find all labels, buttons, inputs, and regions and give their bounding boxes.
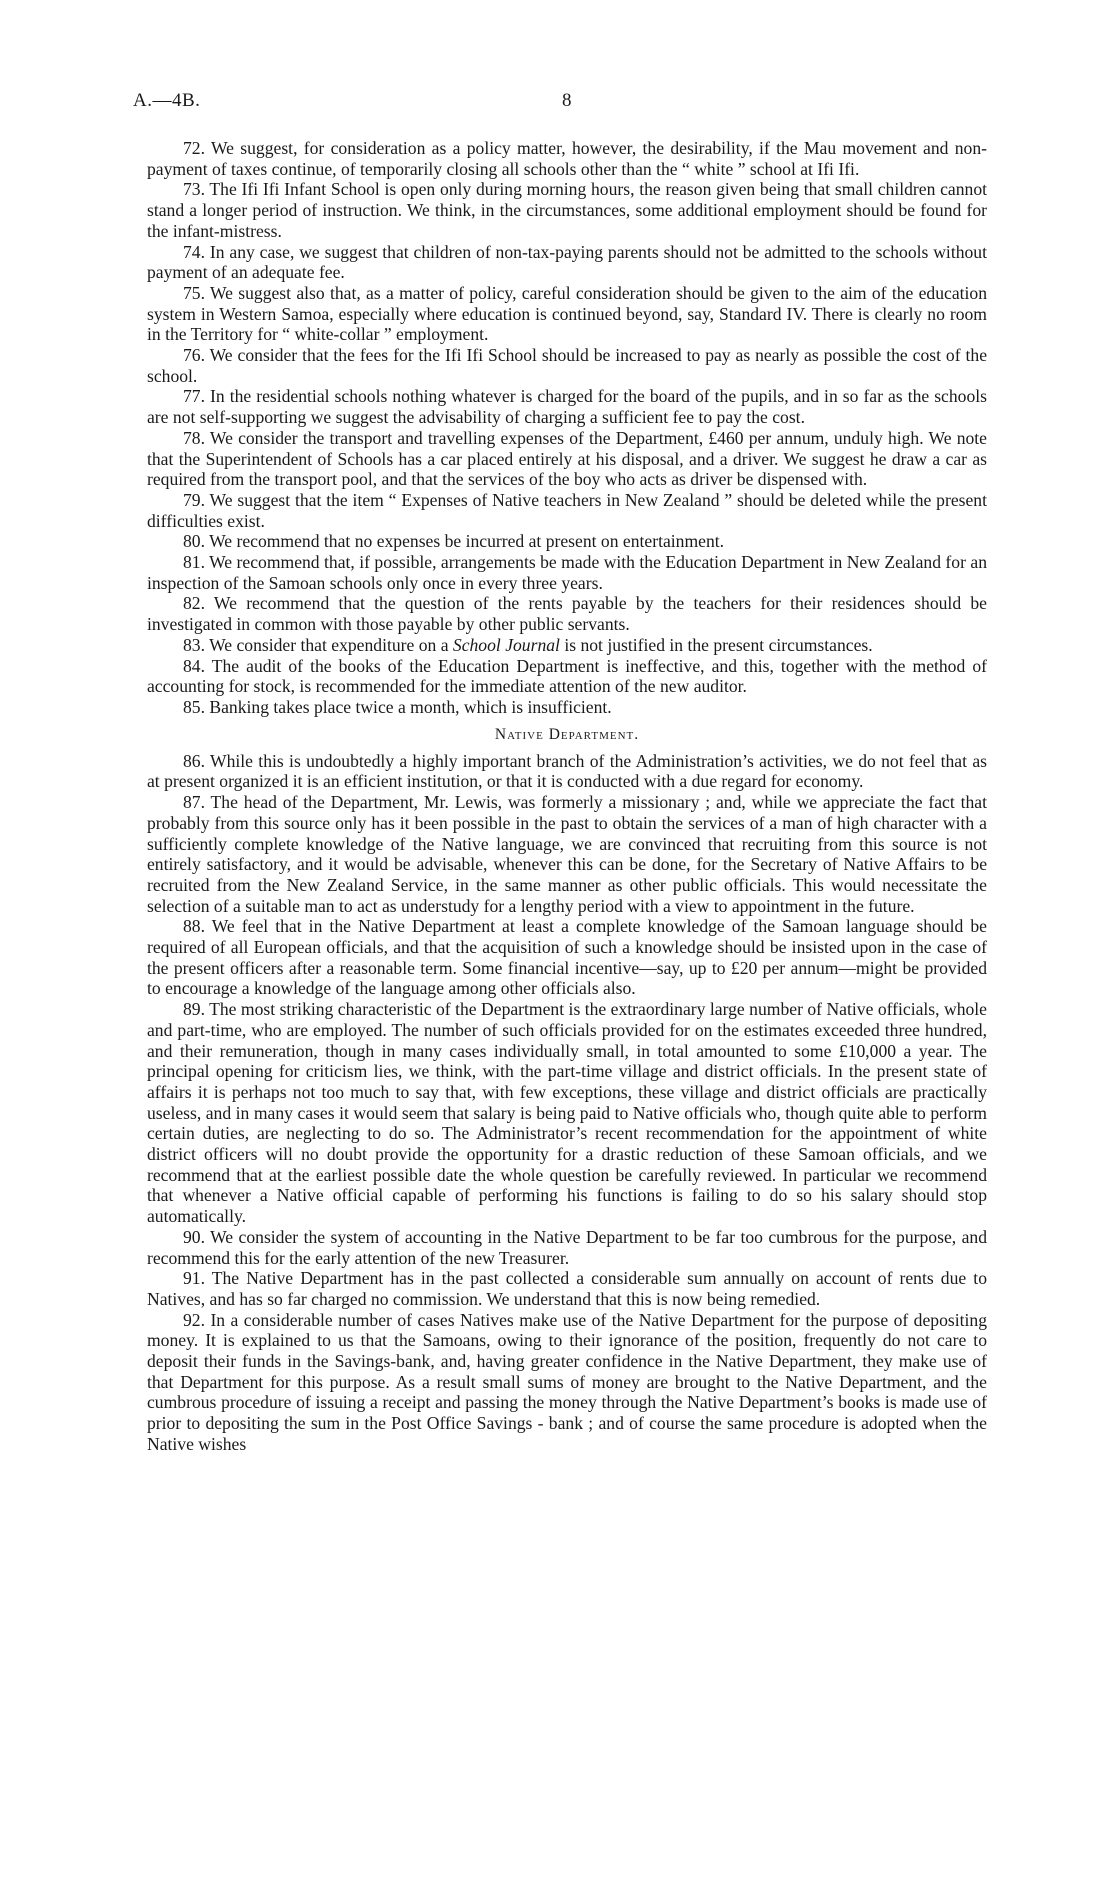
paragraph-76: 76. We consider that the fees for the Ifi Ifi School should be increased to pay as nearly as possible the cost of the school. — [147, 345, 987, 386]
paragraph-83 — [147, 635, 987, 656]
section-heading: Native Department. — [494, 725, 640, 743]
paragraph-82: 82. We recommend that the question of the rents payable by the teachers for their residences should be investigated in common with those payable by other public servants. — [147, 593, 987, 635]
paragraph-78: 78. We consider the transport and travelling expenses of the Department, £460 per annum, unduly high. We note that the Superintendent of Schools has a car placed entirely at his disposal, and a driver. We suggest he draw a car as required from the transport pool, and that the services of the boy who acts as driver be dispensed with. — [147, 427, 987, 490]
paragraph-86: 86. While this is undoubtedly a highly important branch of the Administration’s activities, we do not feel that as at present organized it is an efficient institution, or that it is conducted with a due regard for economy. — [147, 750, 987, 792]
paragraph-83-text-end: is not justified in the present circumstances. — [559, 634, 873, 655]
publication-title: School Journal — [452, 634, 560, 655]
paragraph-87: 87. The head of the Department, Mr. Lewis, was formerly a missionary ; and, while we appreciate the fact that probably from this source only has it been possible in the past to obtain the services of a man of high character with a sufficiently complete knowledge of the Native language, we are convinced that recruiting from this source is not entirely satisfactory, and it would be advisable, whenever this can be done, for the Secretary of Native Affairs to be recruited from the New Zealand Service, in the same manner as other public officials. This would necessitate the selection of a suitable man to act as understudy for a lengthy period with a view to appointment in the future. — [147, 792, 987, 916]
document-reference: A.—4B. — [133, 90, 201, 111]
paragraph-77: 77. In the residential schools nothing whatever is charged for the board of the pupils, and in so far as the schools are not self-supporting we suggest the advisability of charging a sufficient fee to pay the cost. — [147, 386, 987, 428]
document-page — [133, 90, 987, 1455]
paragraph-74: 74. In any case, we suggest that children of non-tax-paying parents should not be admitted to the schools without payment of an adequate fee. — [147, 241, 987, 283]
paragraph-72: 72. We suggest, for consideration as a policy matter, however, the desirability, if the Mau movement and non-payment of taxes continue, of temporarily closing all schools other than the “ white ” school at Ifi Ifi. — [147, 138, 987, 179]
paragraph-80: 80. We recommend that no expenses be incurred at present on entertainment. — [183, 531, 725, 552]
paragraph-75: 75. We suggest also that, as a matter of policy, careful consideration should be given to the aim of the education system in Western Samoa, especially where education is continued beyond, say, Standard IV. There is clearly no room in the Territory for “ white-collar ” employment. — [147, 282, 987, 345]
paragraph-84: 84. The audit of the books of the Education Department is ineffective, and this, together with the method of accounting for stock, is recommended for the immediate attention of the new auditor. — [147, 655, 987, 697]
paragraph-85: 85. Banking takes place twice a month, which is insufficient. — [183, 696, 612, 717]
paragraph-81: 81. We recommend that, if possible, arrangements be made with the Education Department in New Zealand for an inspection of the Samoan schools only once in every three years. — [147, 552, 987, 593]
paragraph-92: 92. In a considerable number of cases Natives make use of the Native Department for the purpose of depositing money. It is explained to us that the Samoans, owing to their ignorance of the position, frequently do not care to deposit their funds in the Savings-bank, and, having greater confidence in the Native Department, they make use of that Department for this purpose. As a result small sums of money are brought to the Native Department, and the cumbrous procedure of issuing a receipt and passing the money through the Native Department’s books is made use of prior to depositing the sum in the Post Office Savings - bank ; and of course the same procedure is adopted when the Native wishes — [147, 1309, 987, 1454]
paragraph-88: 88. We feel that in the Native Department at least a complete knowledge of the Samoan language should be required of all European officials, and that the acquisition of such a knowledge should be insisted upon in the case of the present officers after a reasonable term. Some financial incentive—say, up to £20 per annum—might be provided to encourage a knowledge of the language among other officials also. — [147, 916, 987, 999]
paragraph-73: 73. The Ifi Ifi Infant School is open only during morning hours, the reason given being that small children cannot stand a longer period of instruction. We think, in the circumstances, some additional employment should be found for the infant-mistress. — [147, 179, 987, 241]
paragraph-83-text-start: 83. We consider that expenditure on a — [183, 634, 453, 655]
paragraph-90: 90. We consider the system of accounting in the Native Department to be far too cumbrous for the purpose, and recommend this for the early attention of the new Treasurer. — [147, 1226, 987, 1268]
paragraph-89: 89. The most striking characteristic of the Department is the extraordinary large number of Native officials, whole and part-time, who are employed. The number of such officials provided for on the estimates exceeded three hundred, and their remuneration, though in many cases individually small, in total amounted to some £10,000 a year. The principal opening for criticism lies, we think, with the part-time village and district officials. In the present state of affairs it is perhaps not too much to say that, with few exceptions, these village and district officials are practically useless, and in many cases it would seem that salary is being paid to Native officials who, though quite able to perform certain duties, are neglecting to do so. The Administrator’s recent recommendation for the appointment of white district officers will no doubt provide the opportunity for a drastic reduction of these Samoan officials, and we recommend that at the earliest possible date the whole question be carefully reviewed. In particular we recommend that whenever a Native official capable of performing his functions is failing to do so his salary should stop automatically. — [147, 999, 987, 1227]
document-body — [147, 138, 987, 1455]
paragraph-91: 91. The Native Department has in the past collected a considerable sum annually on account of rents due to Natives, and has so far charged no commission. We understand that this is now being remedied. — [147, 1268, 987, 1309]
page-number: 8 — [562, 90, 572, 111]
page-header — [133, 90, 987, 124]
paragraph-79: 79. We suggest that the item “ Expenses of Native teachers in New Zealand ” should be deleted while the present difficulties exist. — [147, 489, 987, 531]
